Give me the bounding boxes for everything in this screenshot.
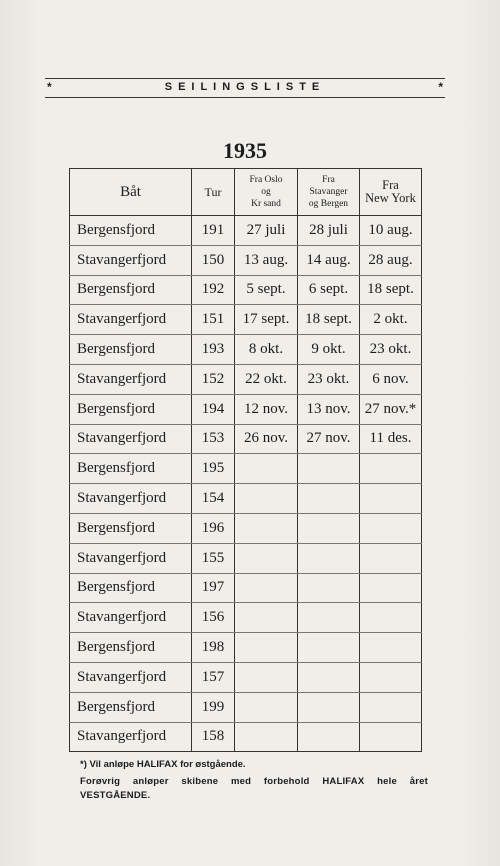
cell-from-stavanger: 27 nov. — [298, 424, 360, 454]
table-row — [70, 484, 422, 514]
cell-from-newyork — [360, 662, 422, 692]
cell-tur: 152 — [192, 364, 235, 394]
cell-from-stavanger: 6 sept. — [298, 275, 360, 305]
cell-boat: Stavangerfjord — [70, 603, 192, 633]
cell-from-oslo — [235, 543, 298, 573]
header-star-left: * — [47, 80, 52, 94]
cell-boat: Stavangerfjord — [70, 245, 192, 275]
cell-tur: 199 — [192, 692, 235, 722]
cell-tur: 196 — [192, 513, 235, 543]
cell-from-oslo — [235, 484, 298, 514]
cell-from-newyork — [360, 454, 422, 484]
cell-from-newyork: 27 nov.* — [360, 394, 422, 424]
cell-tur: 150 — [192, 245, 235, 275]
cell-from-oslo — [235, 603, 298, 633]
cell-from-stavanger — [298, 454, 360, 484]
table-row — [70, 305, 422, 335]
cell-from-stavanger — [298, 633, 360, 663]
header-tur: Tur — [192, 169, 235, 216]
header-from-stavanger — [298, 169, 360, 216]
table-row — [70, 543, 422, 573]
cell-boat: Bergensfjord — [70, 633, 192, 663]
cell-from-newyork: 28 aug. — [360, 245, 422, 275]
header-star-right: * — [438, 80, 443, 94]
cell-from-stavanger: 23 okt. — [298, 364, 360, 394]
cell-tur: 192 — [192, 275, 235, 305]
cell-from-stavanger — [298, 722, 360, 752]
cell-from-newyork — [360, 543, 422, 573]
cell-from-newyork — [360, 573, 422, 603]
cell-tur: 156 — [192, 603, 235, 633]
cell-from-oslo: 12 nov. — [235, 394, 298, 424]
cell-tur: 194 — [192, 394, 235, 424]
table-row — [70, 513, 422, 543]
header-from-oslo — [235, 169, 298, 216]
cell-from-stavanger — [298, 543, 360, 573]
cell-from-oslo — [235, 454, 298, 484]
cell-from-newyork — [360, 513, 422, 543]
year-heading: 1935 — [223, 138, 267, 163]
cell-boat: Bergensfjord — [70, 692, 192, 722]
cell-boat: Bergensfjord — [70, 335, 192, 365]
cell-from-newyork: 2 okt. — [360, 305, 422, 335]
cell-from-stavanger — [298, 662, 360, 692]
cell-boat: Stavangerfjord — [70, 424, 192, 454]
table-row — [70, 364, 422, 394]
cell-from-oslo: 22 okt. — [235, 364, 298, 394]
cell-from-newyork — [360, 603, 422, 633]
cell-from-stavanger: 18 sept. — [298, 305, 360, 335]
header-boat: Båt — [70, 169, 192, 216]
footnote-halifax-eastbound: *) Vil anløpe HALIFAX for østgående. — [80, 759, 246, 770]
header-oslo-line3: Kr sand — [251, 199, 281, 209]
schedule-body — [70, 216, 422, 752]
cell-from-stavanger: 14 aug. — [298, 245, 360, 275]
table-row — [70, 573, 422, 603]
cell-boat: Bergensfjord — [70, 573, 192, 603]
cell-boat: Stavangerfjord — [70, 484, 192, 514]
cell-tur: 151 — [192, 305, 235, 335]
table-row — [70, 454, 422, 484]
table-row — [70, 692, 422, 722]
cell-tur: 198 — [192, 633, 235, 663]
cell-from-stavanger — [298, 603, 360, 633]
cell-from-stavanger — [298, 692, 360, 722]
table-row — [70, 662, 422, 692]
cell-boat: Bergensfjord — [70, 513, 192, 543]
cell-from-oslo — [235, 573, 298, 603]
cell-from-newyork — [360, 633, 422, 663]
footnote-halifax-westbound: Forøvrig anløper skibene med forbehold HALIFAX hele året VESTGÅENDE. — [80, 776, 428, 801]
cell-tur: 153 — [192, 424, 235, 454]
header-newyork-line2: New York — [365, 191, 416, 205]
table-row — [70, 603, 422, 633]
cell-from-oslo — [235, 722, 298, 752]
cell-from-oslo: 26 nov. — [235, 424, 298, 454]
header-stavanger-line3: og Bergen — [308, 199, 349, 209]
table-row — [70, 633, 422, 663]
cell-from-oslo — [235, 513, 298, 543]
cell-from-oslo — [235, 633, 298, 663]
footnotes — [80, 758, 428, 803]
cell-from-newyork: 11 des. — [360, 424, 422, 454]
cell-from-newyork: 23 okt. — [360, 335, 422, 365]
cell-from-stavanger: 9 okt. — [298, 335, 360, 365]
header-bar — [45, 78, 445, 98]
cell-tur: 191 — [192, 216, 235, 246]
table-row — [70, 394, 422, 424]
cell-from-oslo: 5 sept. — [235, 275, 298, 305]
sailing-schedule-table — [69, 168, 422, 752]
header-newyork-line1: Fra — [382, 178, 399, 192]
cell-boat: Bergensfjord — [70, 394, 192, 424]
header-from-newyork — [360, 169, 422, 216]
header-stavanger-line2: Stavanger — [309, 187, 348, 197]
document-title: SEILINGSLISTE — [164, 81, 326, 93]
table-row — [70, 245, 422, 275]
cell-boat: Stavangerfjord — [70, 364, 192, 394]
cell-boat: Bergensfjord — [70, 454, 192, 484]
cell-from-stavanger: 13 nov. — [298, 394, 360, 424]
table-row — [70, 335, 422, 365]
cell-from-oslo: 17 sept. — [235, 305, 298, 335]
cell-tur: 197 — [192, 573, 235, 603]
cell-from-oslo — [235, 662, 298, 692]
cell-boat: Bergensfjord — [70, 216, 192, 246]
cell-boat: Stavangerfjord — [70, 305, 192, 335]
cell-boat: Stavangerfjord — [70, 543, 192, 573]
cell-from-newyork: 18 sept. — [360, 275, 422, 305]
header-oslo-line2: og — [261, 187, 271, 197]
cell-from-oslo — [235, 692, 298, 722]
cell-boat: Stavangerfjord — [70, 722, 192, 752]
cell-from-stavanger: 28 juli — [298, 216, 360, 246]
cell-from-stavanger — [298, 513, 360, 543]
header-stavanger-line1: Fra — [322, 175, 335, 185]
cell-from-newyork — [360, 722, 422, 752]
cell-from-oslo: 13 aug. — [235, 245, 298, 275]
table-row — [70, 275, 422, 305]
cell-tur: 195 — [192, 454, 235, 484]
cell-from-oslo: 8 okt. — [235, 335, 298, 365]
cell-from-oslo: 27 juli — [235, 216, 298, 246]
cell-tur: 157 — [192, 662, 235, 692]
cell-tur: 158 — [192, 722, 235, 752]
table-row — [70, 722, 422, 752]
cell-from-newyork — [360, 692, 422, 722]
table-row — [70, 216, 422, 246]
cell-from-newyork: 10 aug. — [360, 216, 422, 246]
cell-from-stavanger — [298, 484, 360, 514]
cell-from-stavanger — [298, 573, 360, 603]
cell-tur: 193 — [192, 335, 235, 365]
cell-boat: Bergensfjord — [70, 275, 192, 305]
cell-from-newyork: 6 nov. — [360, 364, 422, 394]
table-row — [70, 424, 422, 454]
cell-tur: 155 — [192, 543, 235, 573]
header-oslo-line1: Fra Oslo — [249, 175, 283, 185]
cell-from-newyork — [360, 484, 422, 514]
cell-boat: Stavangerfjord — [70, 662, 192, 692]
table-header-row — [70, 169, 422, 216]
cell-tur: 154 — [192, 484, 235, 514]
